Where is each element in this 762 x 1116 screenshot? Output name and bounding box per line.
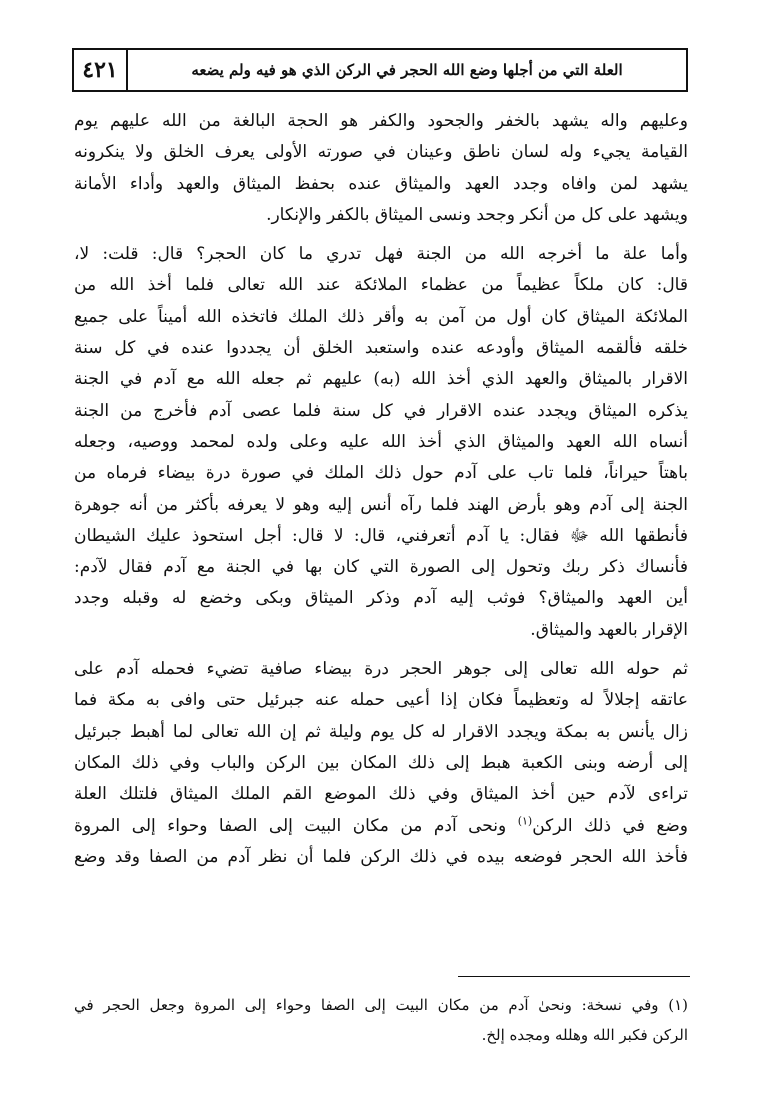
text-line: خلقه فألقمه الميثاق وأودعه عنده واستعبد الخلق أن يجددوا عنده في كل سنة bbox=[74, 338, 688, 359]
text-line: وعليهم واله يشهد بالخفر والجحود والكفر هو الحجة البالغة من الله عليهم يوم bbox=[74, 111, 688, 131]
footnote-line: (١) وفي نسخة: ونحىٰ آدم من مكان البيت إلى الصفا وحواء إلى المروة وجعل الحجر في bbox=[74, 996, 688, 1014]
running-title: العلة التي من أجلها وضع الله الحجر في الركن الذي هو فيه ولم يضعه bbox=[191, 61, 623, 79]
text-line: القيامة يجيء وله لسان ناطق وعينان في صورته الأولى يعرف الخلق ولا ينكرونه bbox=[74, 142, 688, 163]
text-line: أنساه الله العهد والميثاق الذي أخذ الله عليه وعلى ولده لمحمد ووصيه، وجعله bbox=[74, 431, 688, 452]
text-line: أين العهد والميثاق؟ فوثب إليه آدم وذكر الميثاق وبكى وخضع له وقبله وجدد bbox=[74, 588, 688, 609]
footnotes bbox=[74, 990, 688, 1050]
text-line: الإقرار بالعهد والميثاق. bbox=[530, 619, 688, 640]
text-line: فأنطقها الله ﷻ فقال: يا آدم أتعرفني، قال: لا قال: أجل استحوذ عليك الشيطان bbox=[74, 525, 688, 546]
text-line: قال: كان ملكاً عظيماً من عظماء الملائكة عند الله تعالى فلما أخذ الله من bbox=[74, 275, 688, 296]
text-line: الاقرار بالميثاق والعهد الذي أخذ الله (به) عليهم ثم جعله الله مع آدم في الجنة bbox=[74, 369, 688, 390]
text-line: فأخذ الله الحجر فوضعه بيده في ذلك الركن فلما أن نظر آدم من الصفا وقد وضع bbox=[74, 846, 688, 867]
text-line: يذكره الميثاق ويجدد عنده الاقرار في كل سنة فلما عصى آدم فأخرج من الجنة bbox=[74, 400, 688, 421]
line-start: وضع في ذلك الركن bbox=[532, 815, 688, 836]
text-line: إلى أرضه وبنى الكعبة هبط إلى ذلك المكان بين الركن والباب وفي ذلك المكان bbox=[74, 752, 688, 773]
text-line: الملائكة الميثاق كان أول من آمن به وأقر ذلك الملك فاتخذه الله أميناً على جميع bbox=[74, 306, 688, 327]
main-text bbox=[74, 106, 688, 873]
line-end: ونحى آدم من مكان البيت إلى الصفا وحواء إلى المروة bbox=[74, 815, 518, 836]
footnote-line: الركن فكبر الله وهلله ومجده إلخ. bbox=[481, 1026, 688, 1044]
running-header bbox=[72, 48, 688, 92]
text-line: عاتقه إجلالاً له وتعظيماً فكان إذا أعيى حمله عنه جبرئيل حتى وافى به مكة فما bbox=[74, 690, 688, 711]
text-line-with-footnote-ref bbox=[74, 811, 688, 842]
text-line: فأنساك ذكر ربك وتحول إلى الصورة التي كان بها في الجنة مع آدم فقال لآدم: bbox=[74, 557, 688, 578]
text-line: وأما علة ما أخرجه الله من الجنة فهل تدري ما كان الحجر؟ قال: قلت: لا، bbox=[74, 244, 688, 265]
text-line: يشهد لمن وافاه وجدد العهد والميثاق عنده بحفظ الميثاق والعهد وأداء الأمانة bbox=[74, 173, 688, 194]
text-line: ويشهد على كل من أنكر وجحد ونسى الميثاق بالكفر والإنكار. bbox=[266, 204, 688, 225]
text-line: ثم حوله الله تعالى إلى جوهر الحجر درة بيضاء صافية تضيء فحمله آدم على bbox=[74, 659, 688, 680]
footnote-ref: (١) bbox=[517, 813, 533, 827]
page-number: ٤٢١ bbox=[74, 50, 128, 90]
text-line: تراءى لآدم حين أخذ الميثاق وفي ذلك الموضع القم الملك الميثاق فلتلك العلة bbox=[74, 784, 688, 805]
text-line: باهتاً حيراناً، فلما تاب على آدم حول ذلك الملك في صورة درة بيضاء فرماه من bbox=[74, 463, 688, 484]
text-line: زال يأنس به بمكة ويجدد الاقرار له كل يوم وليلة ثم إن الله تعالى لما أهبط جبرئيل bbox=[74, 721, 688, 742]
footnote-divider bbox=[458, 976, 690, 977]
text-line: الجنة إلى آدم وهو بأرض الهند فلما رآه أنس إليه وهو لا يعرفه بأكثر من أنه جوهرة bbox=[74, 494, 688, 515]
